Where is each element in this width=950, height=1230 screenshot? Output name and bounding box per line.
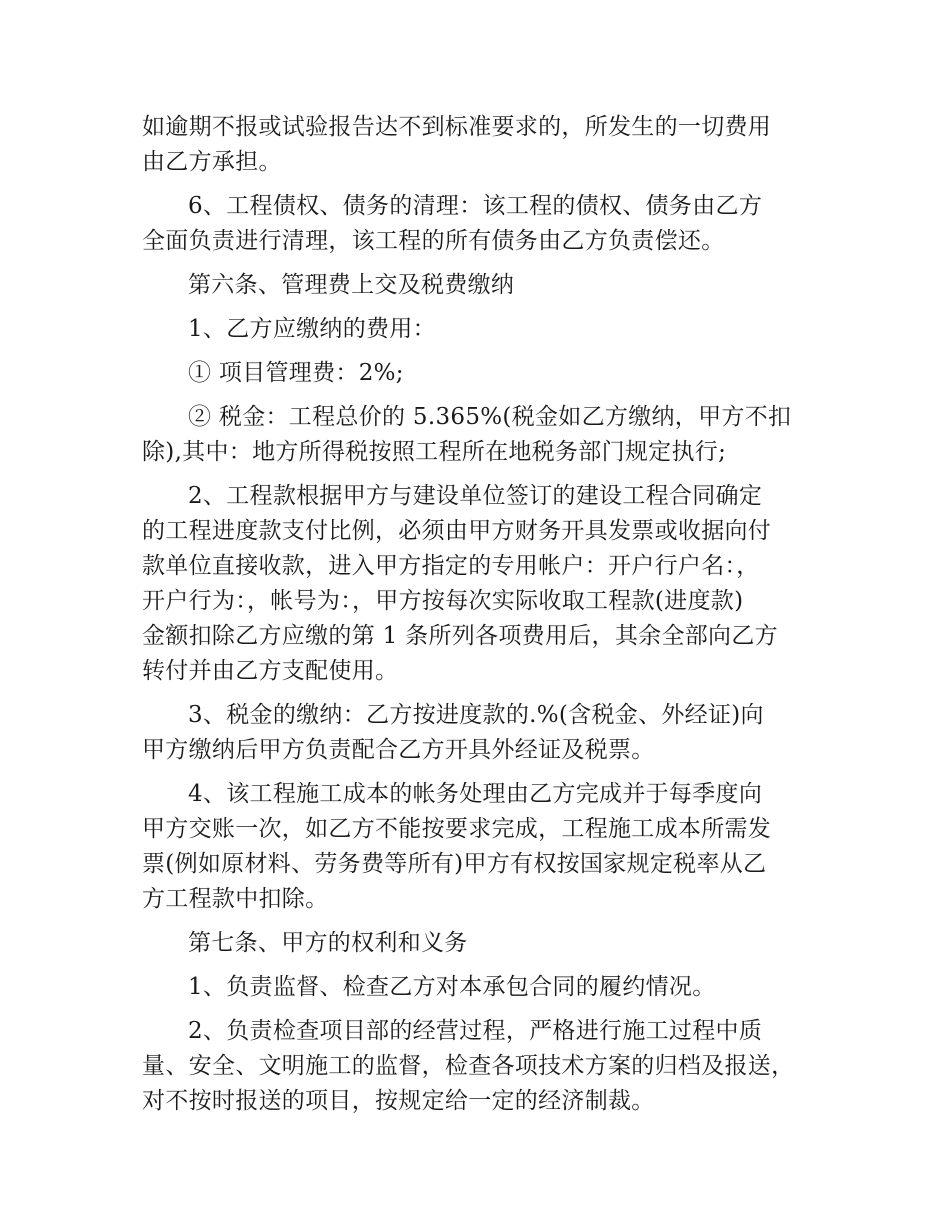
article-6-heading xyxy=(142,268,842,303)
paragraph-continuation xyxy=(142,110,842,180)
text-line: 2、工程款根据甲方与建设单位签订的建设工程合同确定 xyxy=(188,483,763,509)
paragraph-inspect xyxy=(142,1014,842,1119)
paragraph-tax-payment xyxy=(142,698,842,768)
heading-text: 第六条、管理费上交及税费缴纳 xyxy=(188,272,515,298)
text-line: ② 税金：工程总价的 5.365%(税金如乙方缴纳，甲方不扣 xyxy=(188,404,792,430)
text-line: 甲方缴纳后甲方负责配合乙方开具外经证及税票。 xyxy=(142,737,655,763)
text-line: 如逾期不报或试验报告达不到标准要求的，所发生的一切费用 xyxy=(142,114,772,140)
text-line: 全面负责进行清理，该工程的所有债务由乙方负责偿还。 xyxy=(142,228,725,254)
document-body xyxy=(142,110,842,1128)
text-line: 6、工程债权、债务的清理：该工程的债权、债务由乙方 xyxy=(188,193,763,219)
text-line: 方工程款中扣除。 xyxy=(142,886,329,912)
paragraph-tax xyxy=(142,400,842,470)
paragraph-fees-intro xyxy=(142,312,842,347)
text-line: 1、乙方应缴纳的费用： xyxy=(188,316,436,342)
text-line: 票(例如原材料、劳务费等所有)甲方有权按国家规定税率从乙 xyxy=(142,851,767,877)
article-7-heading xyxy=(142,926,842,961)
text-line: 由乙方承担。 xyxy=(142,149,282,175)
heading-text: 第七条、甲方的权利和义务 xyxy=(188,930,468,956)
text-line: 1、负责监督、检查乙方对本承包合同的履约情况。 xyxy=(188,974,716,1000)
text-line: 3、税金的缴纳：乙方按进度款的.%(含税金、外经证)向 xyxy=(188,702,764,728)
text-line: 甲方交账一次，如乙方不能按要求完成，工程施工成本所需发 xyxy=(142,816,772,842)
paragraph-payment xyxy=(142,479,842,689)
text-line: 款单位直接收款，进入甲方指定的专用帐户：开户行户名：， xyxy=(142,553,760,579)
text-line: 转付并由乙方支配使用。 xyxy=(142,658,399,684)
paragraph-debt-clearing xyxy=(142,189,842,259)
text-line: 4、该工程施工成本的帐务处理由乙方完成并于每季度向 xyxy=(188,781,763,807)
paragraph-management-fee xyxy=(142,356,842,391)
text-line: 2、负责检查项目部的经营过程，严格进行施工过程中质 xyxy=(188,1018,763,1044)
text-line: 的工程进度款支付比例，必须由甲方财务开具发票或收据向付 xyxy=(142,518,772,544)
text-line: 开户行为：，帐号为：，甲方按每次实际收取工程款(进度款) xyxy=(142,588,744,614)
paragraph-supervise xyxy=(142,970,842,1005)
text-line: 量、安全、文明施工的监督，检查各项技术方案的归档及报送， xyxy=(142,1053,795,1079)
text-line: 对不按时报送的项目，按规定给一定的经济制裁。 xyxy=(142,1088,655,1114)
text-line: 金额扣除乙方应缴的第 1 条所列各项费用后，其余全部向乙方 xyxy=(142,623,778,649)
paragraph-accounting xyxy=(142,777,842,917)
text-line: 除),其中：地方所得税按照工程所在地税务部门规定执行; xyxy=(142,439,727,465)
text-line: ① 项目管理费：2%; xyxy=(188,360,404,386)
